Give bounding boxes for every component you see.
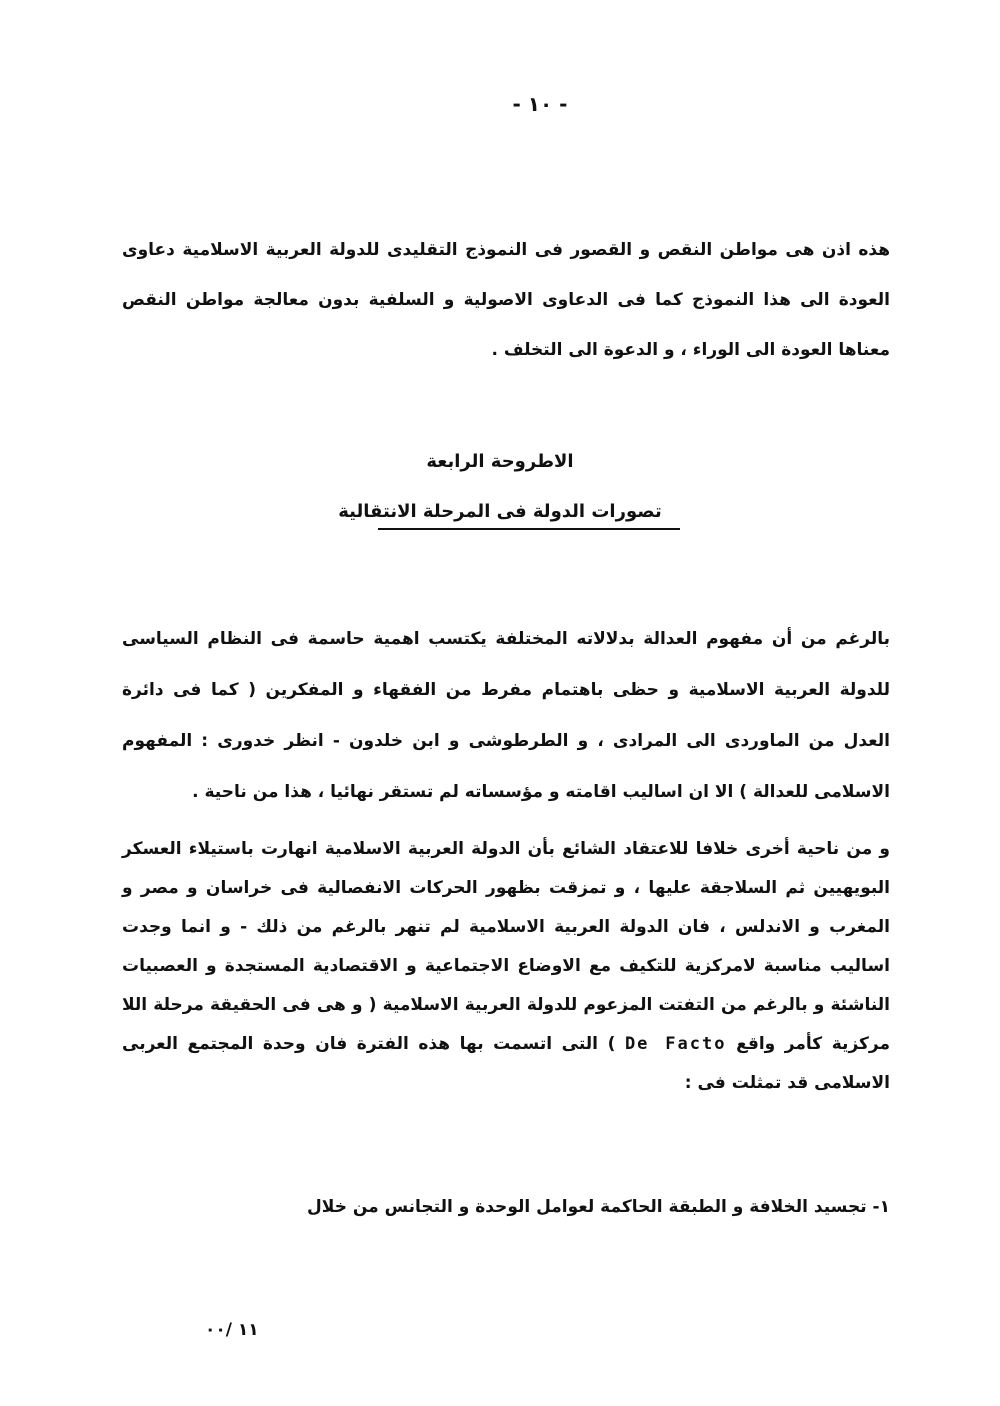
list-item: ١- تجسيد الخلافة و الطبقة الحاكمة لعوامل الوحدة و التجانس من خلال (307, 1197, 890, 1217)
paragraph-decentralization (122, 830, 890, 1103)
footer-reference: ١١ /٠٠ (205, 1320, 259, 1340)
page-number: - ١٠ - (512, 92, 568, 116)
intro-text: هذه اذن هى مواطن النقص و القصور فى النموذج التقليدى للدولة العربية الاسلامية دعاوى العودة الى هذا النموذج كما فى الدعاوى الاصولية و السلفية بدون معالجة مواطن النقص معناها العودة الى الوراء ، و الدعوة الى التخلف . (122, 240, 890, 360)
paragraph-decentralization-part2: ) التى اتسمت بها هذه الفترة فان وحدة المجتمع العربى الاسلامى قد تمثلت فى : (122, 1034, 890, 1093)
heading-title: الاطروحة الرابعة (426, 451, 574, 472)
paragraph-decentralization-text (122, 830, 890, 1103)
latin-term: De Facto (624, 1034, 727, 1054)
section-heading (300, 448, 700, 532)
paragraph-decentralization-part1: و من ناحية أخرى خلافا للاعتقاد الشائع بأن الدولة العربية الاسلامية انهارت باستيلاء العسكر البويهيين ثم السلاجقة عليها ، و تمزقت بظهور الحركات الانفصالية فى خراسان و مصر و المغرب و الاندلس ، فان الدولة العربية الاسلامية لم تنهر بالرغم من ذلك - و انما وجدت اساليب مناسبة لامركزية للتكيف مع الاوضاع الاجتماعية و الاقتصادية المستجدة و العصبيات الناشئة و بالرغم من التفتت المزعوم للدولة العربية الاسلامية ( و هى فى الحقيقة مرحلة اللا مركزية كأمر واقع (122, 839, 891, 1054)
paragraph-justice (122, 614, 890, 818)
heading-underline (378, 528, 680, 530)
heading-subtitle: تصورات الدولة فى المرحلة الانتقالية (338, 501, 662, 522)
intro-paragraph (122, 225, 890, 375)
paragraph-justice-text: بالرغم من أن مفهوم العدالة بدلالاته المختلفة يكتسب اهمية حاسمة فى النظام السياسى للدولة العربية الاسلامية و حظى باهتمام مفرط من الفقهاء و المفكرين ( كما فى دائرة العدل من الماوردى الى المرادى ، و الطرطوشى و ابن خلدون - انظر خدورى : المفهوم الاسلامى للعدالة ) الا ان اساليب اقامته و مؤسساته لم تستقر نهائيا ، هذا من ناحية . (122, 629, 890, 802)
